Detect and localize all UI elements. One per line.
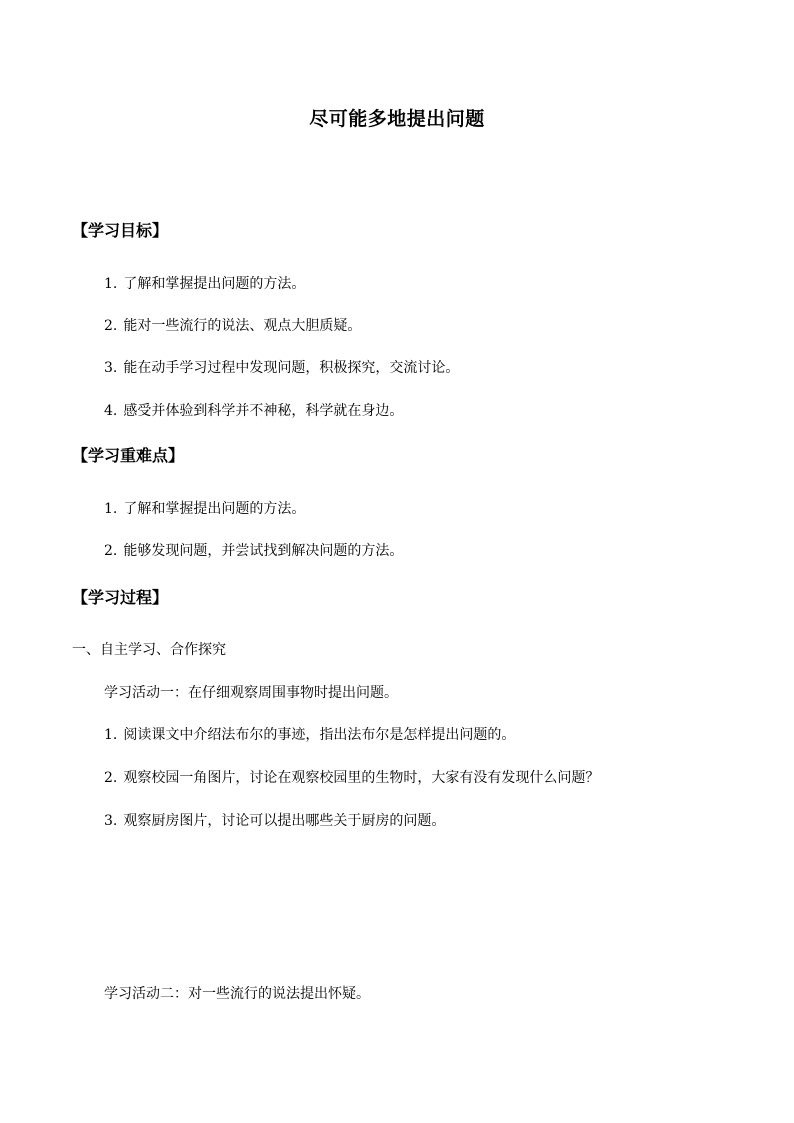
goals-heading: 【学习目标】 (72, 221, 169, 240)
activity-one-item-2 (104, 767, 599, 787)
goal-number: 4. (104, 403, 118, 419)
goal-item-3 (104, 357, 459, 377)
activity-item-number: 2. (104, 770, 118, 786)
key-point-number: 1. (104, 501, 118, 517)
goal-text: 了解和掌握提出问题的方法。 (123, 276, 306, 292)
activity-item-number: 1. (104, 727, 118, 743)
key-point-item-2 (104, 540, 403, 560)
goal-text: 能对一些流行的说法、观点大胆质疑。 (123, 318, 362, 334)
activity-item-text: 阅读课文中介绍法布尔的事迹，指出法布尔是怎样提出问题的。 (123, 727, 516, 743)
goal-item-2 (104, 315, 361, 335)
activity-one-item-3 (104, 810, 445, 830)
key-point-number: 2. (104, 543, 118, 559)
activity-one-item-1 (104, 724, 515, 744)
key-points-heading: 【学习重难点】 (72, 446, 185, 465)
activity-two-title: 学习活动二：对一些流行的说法提出怀疑。 (104, 986, 370, 1002)
key-point-text: 了解和掌握提出问题的方法。 (123, 501, 306, 517)
goal-number: 3. (104, 360, 118, 376)
part-one-heading: 一、自主学习、合作探究 (72, 642, 226, 658)
goal-number: 1. (104, 276, 118, 292)
goal-number: 2. (104, 318, 118, 334)
key-point-item-1 (104, 498, 305, 518)
activity-one-title: 学习活动一：在仔细观察周围事物时提出问题。 (104, 685, 398, 701)
page-title: 尽可能多地提出问题 (309, 108, 485, 130)
goal-text: 能在动手学习过程中发现问题，积极探究，交流讨论。 (123, 360, 460, 376)
activity-item-text: 观察厨房图片，讨论可以提出哪些关于厨房的问题。 (123, 813, 446, 829)
goal-item-1 (104, 273, 305, 293)
goal-text: 感受并体验到科学并不神秘，科学就在身边。 (123, 403, 404, 419)
key-point-text: 能够发现问题，并尝试找到解决问题的方法。 (123, 543, 404, 559)
goal-item-4 (104, 400, 403, 420)
activity-item-number: 3. (104, 813, 118, 829)
activity-item-text: 观察校园一角图片，讨论在观察校园里的生物时，大家有没有发现什么问题？ (123, 770, 600, 786)
process-heading: 【学习过程】 (72, 588, 169, 607)
